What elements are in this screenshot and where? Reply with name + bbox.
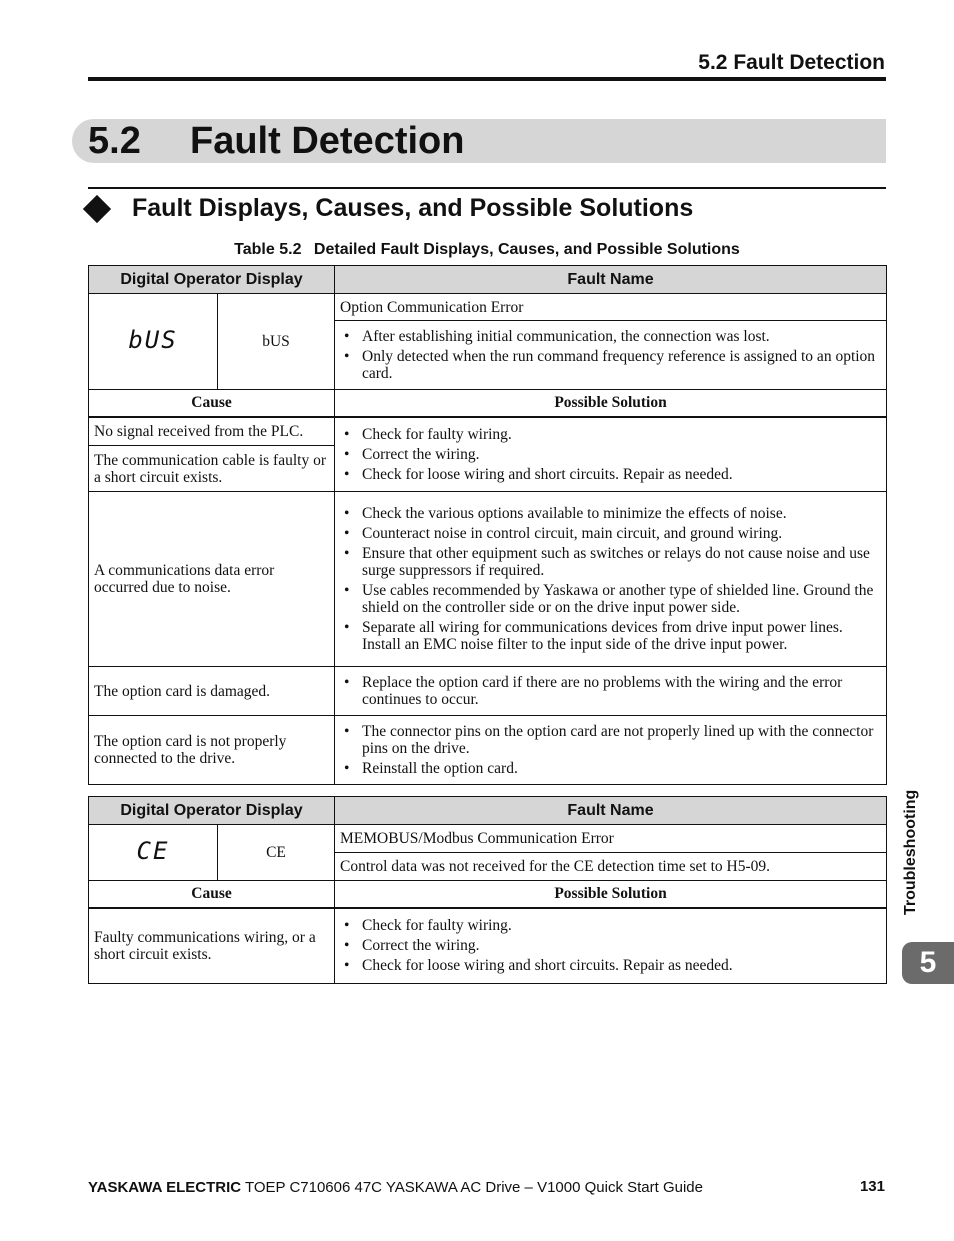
cause-cell: The communication cable is faulty or a short circuit exists.: [89, 446, 335, 492]
solution-cell: [335, 716, 887, 785]
list-item: • Separate all wiring for communications devices from drive input power lines. Install an EMC noise filter to the input side of the drive input power.: [340, 619, 881, 653]
footer-doc: TOEP C710606 47C YASKAWA AC Drive – V1000 Quick Start Guide: [241, 1179, 703, 1196]
list-item: • Reinstall the option card.: [340, 760, 881, 777]
display-header: Digital Operator Display: [89, 266, 335, 294]
subsection-title: Fault Displays, Causes, and Possible Solutions: [132, 194, 694, 222]
table-caption-number: Table 5.2: [234, 241, 302, 258]
list-item: • Ensure that other equipment such as switches or relays do not cause noise and use surge suppressors if required.: [340, 545, 881, 579]
running-header: 5.2 Fault Detection: [698, 51, 885, 74]
list-item: • After establishing initial communication, the connection was lost.: [340, 328, 881, 345]
page-number: 131: [859, 1178, 885, 1195]
solution-header: Possible Solution: [335, 881, 887, 908]
section-number: 5.2: [88, 120, 141, 162]
display-header: Digital Operator Display: [89, 797, 335, 825]
cause-cell: No signal received from the PLC.: [89, 417, 335, 446]
solution-cell: [335, 667, 887, 716]
fault-name: Option Communication Error: [335, 294, 887, 321]
segment-display-cell: [89, 294, 218, 390]
chapter-tab: 5: [902, 942, 954, 984]
fault-code: CE: [218, 825, 335, 881]
solution-cell: [335, 492, 887, 667]
footer-text: [88, 1179, 703, 1196]
cause-cell: A communications data error occurred due to noise.: [89, 492, 335, 667]
solution-cell: [335, 417, 887, 492]
cause-cell: Faulty communications wiring, or a short circuit exists.: [89, 908, 335, 984]
section-title: Fault Detection: [190, 120, 465, 162]
solution-cell: [335, 908, 887, 984]
side-tab-label: Troubleshooting: [902, 789, 919, 915]
list-item: • Check for loose wiring and short circuits. Repair as needed.: [340, 466, 881, 483]
segment-display-cell: [89, 825, 218, 881]
fault-description: Control data was not received for the CE detection time set to H5-09.: [335, 853, 887, 881]
fault-name-header: Fault Name: [335, 797, 887, 825]
footer-brand: YASKAWA ELECTRIC: [88, 1179, 242, 1196]
fault-name: MEMOBUS/Modbus Communication Error: [335, 825, 887, 853]
cause-header: Cause: [89, 390, 335, 417]
subsection-rule: [88, 187, 886, 189]
fault-table-ce: [88, 796, 887, 984]
list-item: • Check for faulty wiring.: [340, 917, 881, 934]
cause-header: Cause: [89, 881, 335, 908]
list-item: • Check for faulty wiring.: [340, 426, 881, 443]
table-caption-title: Detailed Fault Displays, Causes, and Possible Solutions: [313, 241, 740, 258]
cause-cell: The option card is damaged.: [89, 667, 335, 716]
fault-code: bUS: [218, 294, 335, 390]
list-item: • Use cables recommended by Yaskawa or another type of shielded line. Ground the shield on the controller side or on the drive input power side.: [340, 582, 881, 616]
fault-name-header: Fault Name: [335, 266, 887, 294]
fault-description-cell: [335, 321, 887, 390]
cause-cell: The option card is not properly connected to the drive.: [89, 716, 335, 785]
diamond-icon: [83, 195, 111, 223]
list-item: • Correct the wiring.: [340, 937, 881, 954]
list-item: • Replace the option card if there are no problems with the wiring and the error continues to occur.: [340, 674, 881, 708]
header-rule: [88, 77, 886, 81]
table-caption: [0, 241, 954, 259]
fault-table-bus: [88, 265, 887, 785]
segment-display: CE: [136, 836, 170, 865]
list-item: • Only detected when the run command frequency reference is assigned to an option card.: [340, 348, 881, 382]
list-item: • The connector pins on the option card are not properly lined up with the connector pins on the drive.: [340, 723, 881, 757]
segment-display: bUS: [128, 325, 178, 354]
list-item: • Check for loose wiring and short circuits. Repair as needed.: [340, 957, 881, 974]
solution-header: Possible Solution: [335, 390, 887, 417]
list-item: • Correct the wiring.: [340, 446, 881, 463]
list-item: • Check the various options available to minimize the effects of noise.: [340, 505, 881, 522]
list-item: • Counteract noise in control circuit, main circuit, and ground wiring.: [340, 525, 881, 542]
